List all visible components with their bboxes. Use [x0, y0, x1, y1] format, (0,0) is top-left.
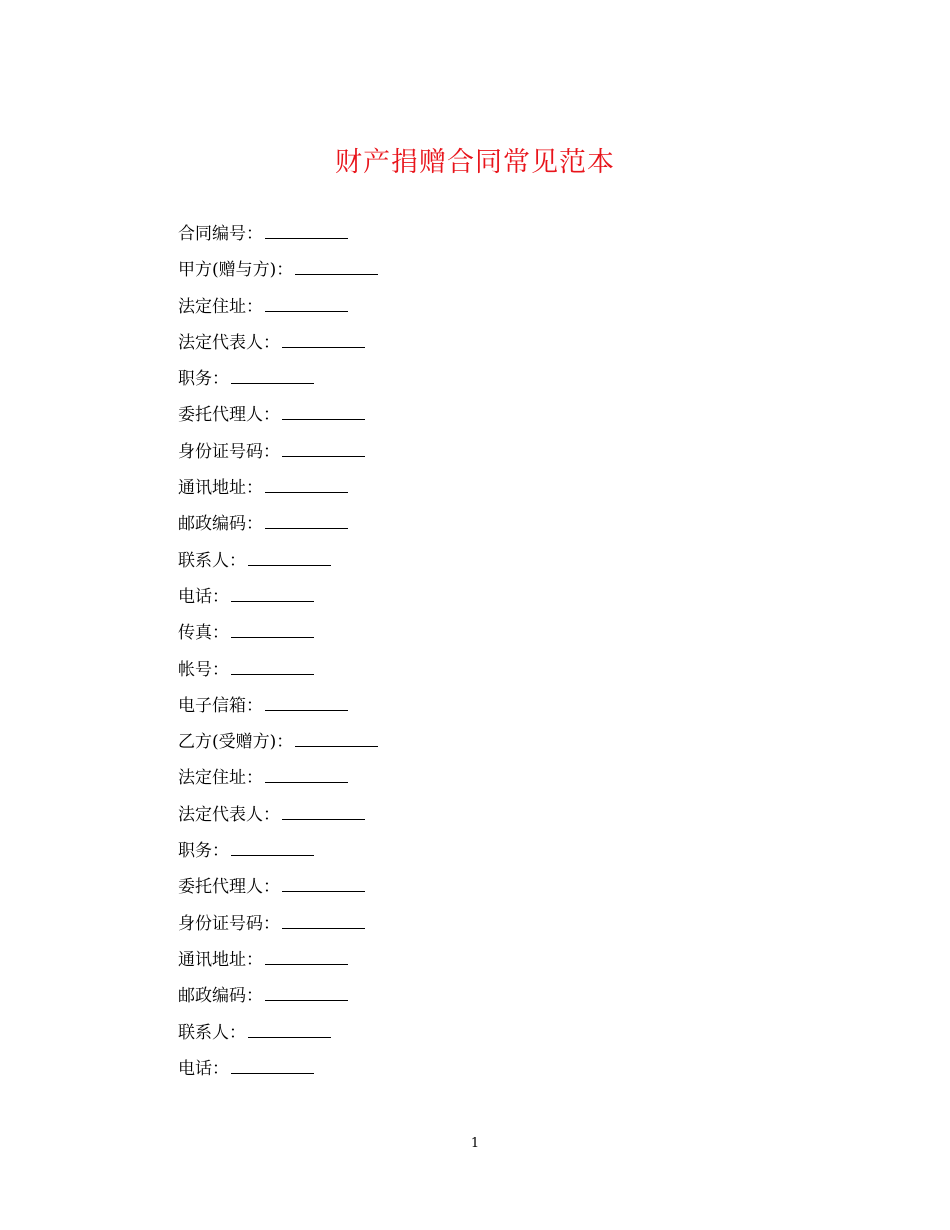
field-label: 乙方(受赠方)：: [178, 732, 294, 753]
field-label: 邮政编码：: [178, 986, 263, 1007]
field-label: 传真：: [178, 623, 229, 644]
document-title: 财产捐赠合同常见范本: [335, 147, 615, 178]
field-blank-line: [282, 801, 365, 820]
field-blank-line: [265, 982, 348, 1001]
field-label: 法定住址：: [178, 296, 263, 317]
field-blank-line: [231, 837, 314, 856]
field-blank-line: [295, 728, 378, 747]
field-label: 职务：: [178, 369, 229, 390]
field-blank-line: [282, 329, 365, 348]
field-label: 通讯地址：: [178, 949, 263, 970]
field-label: 合同编号：: [178, 224, 263, 244]
field-label: 身份证号码：: [178, 441, 280, 462]
field-blank-line: [231, 619, 314, 638]
field-blank-line: [282, 873, 365, 892]
field-label: 邮政编码：: [178, 514, 263, 535]
field-label: 联系人：: [178, 1022, 246, 1043]
field-row: [178, 837, 378, 873]
field-blank-line: [265, 220, 348, 239]
field-blank-line: [265, 293, 348, 312]
field-row: [178, 1019, 378, 1055]
field-row: [178, 474, 378, 510]
field-row: [178, 220, 378, 256]
field-label: 委托代理人：: [178, 405, 280, 426]
field-list: [178, 220, 378, 1091]
field-row: [178, 256, 378, 292]
field-label: 帐号：: [178, 659, 229, 680]
field-blank-line: [282, 910, 365, 929]
field-label: 联系人：: [178, 550, 246, 571]
field-row: [178, 873, 378, 909]
field-blank-line: [231, 656, 314, 675]
field-row: [178, 619, 378, 655]
field-blank-line: [265, 764, 348, 783]
field-label: 身份证号码：: [178, 913, 280, 934]
field-label: 法定代表人：: [178, 804, 280, 825]
field-label: 甲方(赠与方)：: [178, 260, 294, 281]
field-blank-line: [282, 438, 365, 457]
field-blank-line: [231, 583, 314, 602]
field-label: 电子信箱：: [178, 695, 263, 716]
field-row: [178, 510, 378, 546]
page-number: 1: [470, 1136, 480, 1151]
field-blank-line: [282, 401, 365, 420]
field-blank-line: [265, 692, 348, 711]
field-blank-line: [248, 1019, 331, 1038]
field-row: [178, 692, 378, 728]
field-row: [178, 946, 378, 982]
field-blank-line: [265, 474, 348, 493]
field-blank-line: [265, 510, 348, 529]
field-row: [178, 1055, 378, 1091]
field-label: 电话：: [178, 586, 229, 607]
field-row: [178, 583, 378, 619]
field-label: 通讯地址：: [178, 478, 263, 499]
field-row: [178, 438, 378, 474]
field-row: [178, 656, 378, 692]
field-blank-line: [295, 256, 378, 275]
field-label: 法定代表人：: [178, 332, 280, 353]
field-blank-line: [265, 946, 348, 965]
field-row: [178, 547, 378, 583]
field-blank-line: [231, 365, 314, 384]
field-row: [178, 801, 378, 837]
field-row: [178, 401, 378, 437]
field-row: [178, 293, 378, 329]
field-row: [178, 329, 378, 365]
field-label: 委托代理人：: [178, 877, 280, 898]
field-blank-line: [231, 1055, 314, 1074]
field-row: [178, 764, 378, 800]
field-row: [178, 982, 378, 1018]
field-row: [178, 910, 378, 946]
field-row: [178, 365, 378, 401]
field-label: 职务：: [178, 841, 229, 862]
field-blank-line: [248, 547, 331, 566]
field-label: 法定住址：: [178, 768, 263, 789]
field-label: 电话：: [178, 1058, 229, 1079]
field-row: [178, 728, 378, 764]
